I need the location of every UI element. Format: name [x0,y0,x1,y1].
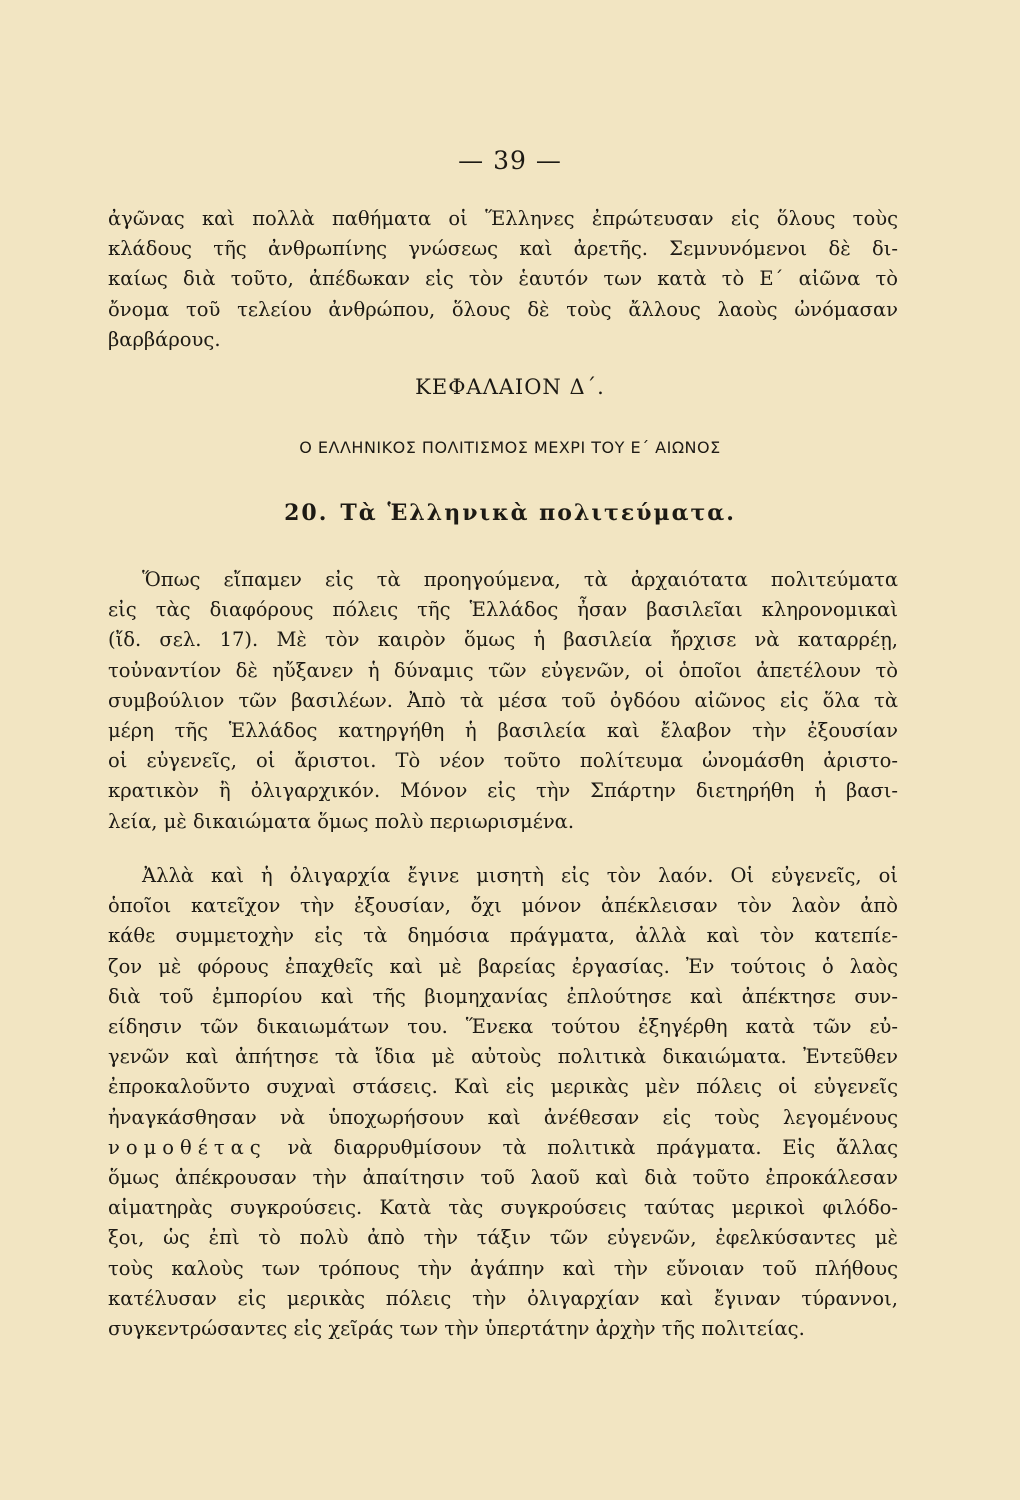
text-line: καίως διὰ τοῦτο, ἀπέδωκαν εἰς τὸν ἑαυτόν των κατὰ τὸ Ε΄ αἰῶνα τὸ [108,267,898,291]
text-line: μέρη τῆς Ἑλλάδος κατηργήθη ἡ βασιλεία καὶ ἔλαβον τὴν ἐξουσίαν [108,719,898,743]
text-line: ζον μὲ φόρους ἐπαχθεῖς καὶ μὲ βαρείας ἐργασίας. Ἐν τούτοις ὁ λαὸς [108,954,898,978]
text-line: κρατικὸν ἢ ὀλιγαρχικόν. Μόνον εἰς τὴν Σπάρτην διετηρήθη ἡ βασι- [108,779,898,803]
spaced-word: νομοθέτας [108,1135,267,1159]
text-line: ἠναγκάσθησαν νὰ ὑποχωρήσουν καὶ ἀνέθεσαν εἰς τοὺς λεγομένους [108,1105,898,1129]
page-number: — 39 — [458,146,562,175]
text-line: βαρβάρους. [108,327,221,351]
section-number: 20. [284,500,329,526]
text-line: ὄνομα τοῦ τελείου ἀνθρώπου, ὅλους δὲ τοὺς ἄλλους λαοὺς ὠνόμασαν [108,297,898,321]
text-line: κατέλυσαν εἰς μερικὰς πόλεις τὴν ὀλιγαρχίαν καὶ ἔγιναν τύραννοι, [108,1286,898,1310]
text-line: συγκεντρώσαντες εἰς χεῖράς των τὴν ὑπερτάτην ἀρχὴν τῆς πολιτείας. [108,1317,805,1341]
section-heading [0,500,1020,526]
text-line: Ὅπως εἴπαμεν εἰς τὰ προηγούμενα, τὰ ἀρχαιότατα πολιτεύματα [142,568,898,591]
text-line: ἀγῶνας καὶ πολλὰ παθήματα οἱ Ἕλληνες ἐπρώτευσαν εἰς ὅλους τοὺς [108,207,898,230]
text-line: κάθε συμμετοχὴν εἰς τὰ δημόσια πράγματα, ἀλλὰ καὶ τὸν κατεπίε- [108,924,898,948]
text-line-rest: νὰ διαρρυθμίσουν τὰ πολιτικὰ πράγματα. Εἰς ἄλλας [287,1135,898,1159]
text-line: ἐπροκαλοῦντο συχναὶ στάσεις. Καὶ εἰς μερικὰς μὲν πόλεις οἱ εὐγενεῖς [108,1075,898,1099]
text-line: ὅμως ἀπέκρουσαν τὴν ἀπαίτησιν τοῦ λαοῦ καὶ διὰ τοῦτο ἐπροκάλεσαν [108,1166,898,1190]
text-line: διὰ τοῦ ἐμπορίου καὶ τῆς βιομηχανίας ἐπλούτησε καὶ ἀπέκτησε συν- [108,984,898,1008]
text-line: Ἀλλὰ καὶ ἡ ὀλιγαρχία ἔγινε μισητὴ εἰς τὸν λαόν. Οἱ εὐγενεῖς, οἱ [142,864,898,887]
text-line: τοὐναντίον δὲ ηὔξανεν ἡ δύναμις τῶν εὐγενῶν, οἱ ὁποῖοι ἀπετέλουν τὸ [108,658,898,682]
text-line: τοὺς καλοὺς των τρόπους τὴν ἀγάπην καὶ τὴν εὔνοιαν τοῦ πλήθους [108,1256,898,1280]
text-line: κλάδους τῆς ἀνθρωπίνης γνώσεως καὶ ἀρετῆς. Σεμνυνόμενοι δὲ δι- [108,237,898,261]
paragraph-1 [108,565,898,837]
text-line: γενῶν καὶ ἀπήτησε τὰ ἴδια μὲ αὐτοὺς πολιτικὰ δικαιώματα. Ἐντεῦθεν [108,1045,898,1069]
text-line: ὁποῖοι κατεῖχον τὴν ἐξουσίαν, ὄχι μόνον ἀπέκλεισαν τὸν λαὸν ἀπὸ [108,894,898,918]
text-line: αἱματηρὰς συγκρούσεις. Κατὰ τὰς συγκρούσεις ταύτας μερικοὶ φιλόδο- [108,1196,898,1220]
intro-paragraph [108,204,898,355]
chapter-subtitle: Ο ΕΛΛΗΝΙΚΟΣ ΠΟΛΙΤΙΣΜΟΣ ΜΕΧΡΙ ΤΟΥ Ε΄ ΑΙΩΝΟΣ [299,438,721,457]
section-title: Τὰ Ἑλληνικὰ πολιτεύματα. [340,500,736,526]
text-line: είδησιν τῶν δικαιωμάτων του. Ἕνεκα τούτου ἐξηγέρθη κατὰ τῶν εὐ- [108,1015,898,1039]
text-line: (ἴδ. σελ. 17). Μὲ τὸν καιρὸν ὅμως ἡ βασιλεία ἤρχισε νὰ καταρρέῃ, [108,628,898,652]
chapter-title: ΚΕΦΑΛΑΙΟΝ Δ΄. [415,375,605,399]
text-line: οἱ εὐγενεῖς, οἱ ἄριστοι. Τὸ νέον τοῦτο πολίτευμα ὠνομάσθη ἀριστο- [108,749,898,773]
text-line: συμβούλιον τῶν βασιλέων. Ἀπὸ τὰ μέσα τοῦ ὀγδόου αἰῶνος εἰς ὅλα τὰ [108,688,898,712]
text-line: λεία, μὲ δικαιώματα ὅμως πολὺ περιωρισμένα. [108,809,575,833]
paragraph-2 [108,861,898,1344]
text-line: ξοι, ὡς ἐπὶ τὸ πολὺ ἀπὸ τὴν τάξιν τῶν εὐγενῶν, ἐφελκύσαντες μὲ [108,1226,898,1250]
text-line: εἰς τὰς διαφόρους πόλεις τῆς Ἑλλάδος ἦσαν βασιλεῖαι κληρονομικαὶ [108,598,898,622]
text-line-spaced [108,1133,898,1163]
